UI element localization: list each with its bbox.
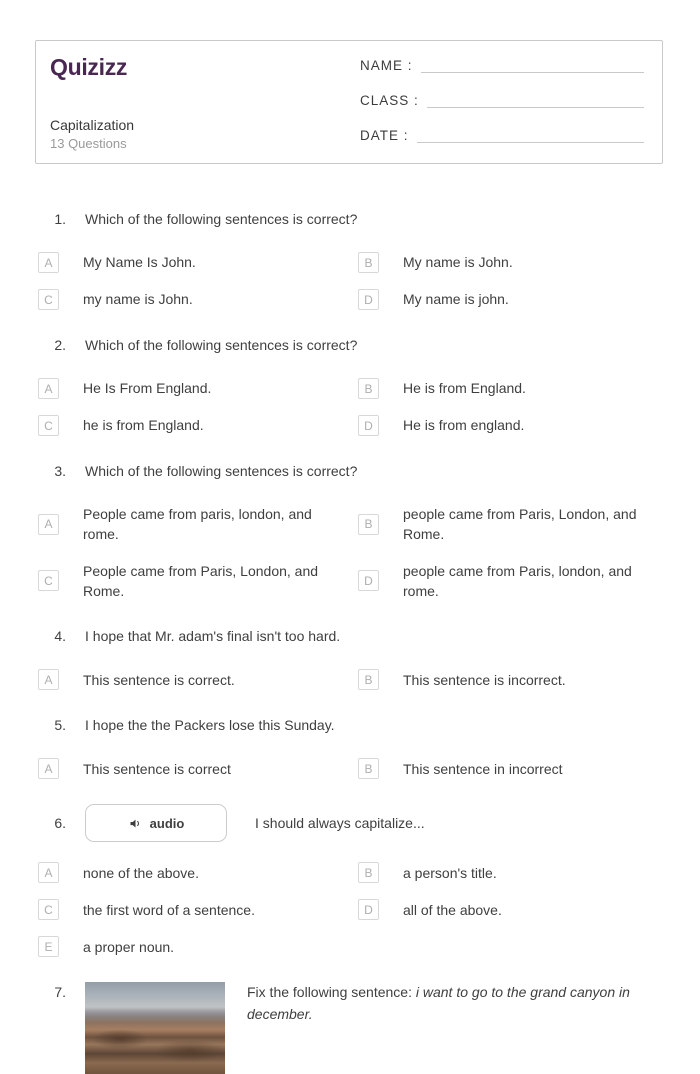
question-stem bbox=[247, 982, 665, 1025]
option-2-B[interactable] bbox=[358, 378, 665, 399]
option-4-A[interactable] bbox=[38, 669, 358, 690]
canyon-photo bbox=[85, 982, 225, 1074]
option-letter-box[interactable]: A bbox=[38, 758, 59, 779]
audio-button[interactable] bbox=[85, 804, 227, 842]
speaker-icon bbox=[128, 816, 143, 831]
option-5-B[interactable] bbox=[358, 758, 665, 779]
option-text: People came from Paris, London, and Rome. bbox=[83, 562, 319, 599]
stem-italic-sentence: i want to go to the grand canyon in december. bbox=[247, 984, 630, 1022]
option-letter-box[interactable]: B bbox=[358, 378, 379, 399]
option-2-D[interactable] bbox=[358, 415, 665, 436]
option-2-A[interactable] bbox=[38, 378, 358, 399]
question-stem: I should always capitalize... bbox=[255, 814, 425, 831]
option-text: the first word of a sentence. bbox=[83, 901, 255, 918]
option-letter-box[interactable]: A bbox=[38, 669, 59, 690]
option-2-C[interactable] bbox=[38, 415, 358, 436]
option-text: people came from Paris, london, and rome. bbox=[403, 562, 632, 599]
question-stem: I hope the the Packers lose this Sunday. bbox=[85, 717, 335, 734]
name-input-line[interactable] bbox=[421, 58, 644, 73]
option-text: my name is John. bbox=[83, 291, 193, 308]
option-4-B[interactable] bbox=[358, 669, 665, 690]
question-3 bbox=[38, 461, 665, 601]
option-5-A[interactable] bbox=[38, 758, 358, 779]
option-3-D[interactable] bbox=[358, 561, 665, 602]
option-text: all of the above. bbox=[403, 901, 502, 918]
question-number: 3. bbox=[54, 463, 66, 479]
option-text: people came from Paris, London, and Rome. bbox=[403, 506, 637, 543]
question-stem: Which of the following sentences is correct? bbox=[85, 211, 358, 227]
question-stem: I hope that Mr. adam's final isn't too hard. bbox=[85, 628, 341, 645]
question-number: 6. bbox=[54, 814, 66, 831]
option-3-C[interactable] bbox=[38, 561, 358, 602]
question-2 bbox=[38, 335, 665, 436]
option-text: he is from England. bbox=[83, 417, 204, 434]
option-text: He Is From England. bbox=[83, 380, 212, 397]
question-2-options bbox=[38, 378, 665, 436]
option-text: People came from paris, london, and rome. bbox=[83, 506, 312, 543]
option-text: This sentence is correct bbox=[83, 760, 231, 777]
question-6-options bbox=[38, 862, 665, 957]
option-letter-box[interactable]: C bbox=[38, 289, 59, 310]
option-6-D[interactable] bbox=[358, 899, 665, 920]
option-letter-box[interactable]: C bbox=[38, 415, 59, 436]
option-3-B[interactable] bbox=[358, 504, 665, 545]
name-field-row bbox=[360, 58, 644, 73]
option-1-C[interactable] bbox=[38, 289, 358, 310]
option-letter-box[interactable]: A bbox=[38, 252, 59, 273]
option-letter-box[interactable]: D bbox=[358, 899, 379, 920]
name-label: NAME : bbox=[360, 58, 413, 73]
option-1-B[interactable] bbox=[358, 252, 665, 273]
option-letter-box[interactable]: A bbox=[38, 862, 59, 883]
worksheet-page bbox=[0, 40, 700, 1030]
question-stem: Which of the following sentences is correct? bbox=[85, 337, 358, 353]
question-4 bbox=[38, 626, 665, 690]
option-text: My name is john. bbox=[403, 291, 509, 308]
option-6-B[interactable] bbox=[358, 862, 665, 883]
question-1-stem-row bbox=[38, 209, 665, 230]
question-1 bbox=[38, 209, 665, 310]
option-text: He is from england. bbox=[403, 417, 525, 434]
option-text: This sentence in incorrect bbox=[403, 760, 563, 777]
option-letter-box[interactable]: B bbox=[358, 252, 379, 273]
question-number: 7. bbox=[54, 984, 66, 1001]
question-4-stem-row bbox=[38, 626, 665, 647]
quiz-title: Capitalization bbox=[50, 117, 135, 133]
option-6-E[interactable] bbox=[38, 936, 358, 957]
class-label: CLASS : bbox=[360, 93, 419, 108]
option-letter-box[interactable]: D bbox=[358, 570, 379, 591]
question-number: 2. bbox=[54, 337, 66, 353]
option-text: This sentence is correct. bbox=[83, 671, 235, 688]
header-left bbox=[50, 54, 360, 151]
option-text: My name is John. bbox=[403, 254, 513, 271]
stem-prefix: Fix the following sentence: bbox=[247, 984, 416, 1001]
question-6-stem-row bbox=[38, 804, 665, 842]
option-letter-box[interactable]: D bbox=[358, 415, 379, 436]
option-letter-box[interactable]: A bbox=[38, 378, 59, 399]
question-5-stem-row bbox=[38, 715, 665, 736]
option-text: none of the above. bbox=[83, 864, 199, 881]
option-text: a proper noun. bbox=[83, 938, 175, 955]
option-letter-box[interactable]: C bbox=[38, 570, 59, 591]
option-letter-box[interactable]: D bbox=[358, 289, 379, 310]
question-number: 4. bbox=[54, 628, 66, 645]
option-letter-box[interactable]: B bbox=[358, 758, 379, 779]
option-letter-box[interactable]: E bbox=[38, 936, 59, 957]
date-input-line[interactable] bbox=[417, 128, 644, 143]
option-text: This sentence is incorrect. bbox=[403, 671, 566, 688]
question-4-options bbox=[38, 669, 665, 690]
option-6-A[interactable] bbox=[38, 862, 358, 883]
question-count: 13 Questions bbox=[50, 136, 127, 151]
audio-button-label: audio bbox=[149, 815, 185, 831]
question-number: 5. bbox=[54, 717, 66, 734]
option-letter-box[interactable]: A bbox=[38, 514, 59, 535]
option-letter-box[interactable]: B bbox=[358, 514, 379, 535]
option-6-C[interactable] bbox=[38, 899, 358, 920]
option-text: He is from England. bbox=[403, 380, 526, 397]
question-7 bbox=[38, 982, 665, 1074]
question-1-options bbox=[38, 252, 665, 310]
question-3-stem-row bbox=[38, 461, 665, 482]
option-1-D[interactable] bbox=[358, 289, 665, 310]
class-field-row bbox=[360, 93, 644, 108]
class-input-line[interactable] bbox=[427, 93, 644, 108]
option-1-A[interactable] bbox=[38, 252, 358, 273]
question-2-stem-row bbox=[38, 335, 665, 356]
date-label: DATE : bbox=[360, 128, 409, 143]
option-letter-box[interactable]: B bbox=[358, 669, 379, 690]
question-stem: Which of the following sentences is correct? bbox=[85, 463, 358, 479]
question-number: 1. bbox=[54, 211, 66, 227]
question-list bbox=[0, 164, 700, 1074]
quiz-info bbox=[50, 117, 360, 151]
question-6 bbox=[38, 804, 665, 957]
question-7-stem-row bbox=[38, 982, 665, 1074]
option-3-A[interactable] bbox=[38, 504, 358, 545]
option-letter-box[interactable]: C bbox=[38, 899, 59, 920]
question-3-options bbox=[38, 504, 665, 601]
quizizz-logo: Quizizz bbox=[50, 54, 128, 80]
date-field-row bbox=[360, 128, 644, 143]
option-text: My Name Is John. bbox=[83, 254, 196, 271]
option-text: a person's title. bbox=[403, 864, 497, 881]
worksheet-header bbox=[35, 40, 663, 164]
question-5 bbox=[38, 715, 665, 779]
option-letter-box[interactable]: B bbox=[358, 862, 379, 883]
question-5-options bbox=[38, 758, 665, 779]
header-fields bbox=[360, 54, 644, 151]
